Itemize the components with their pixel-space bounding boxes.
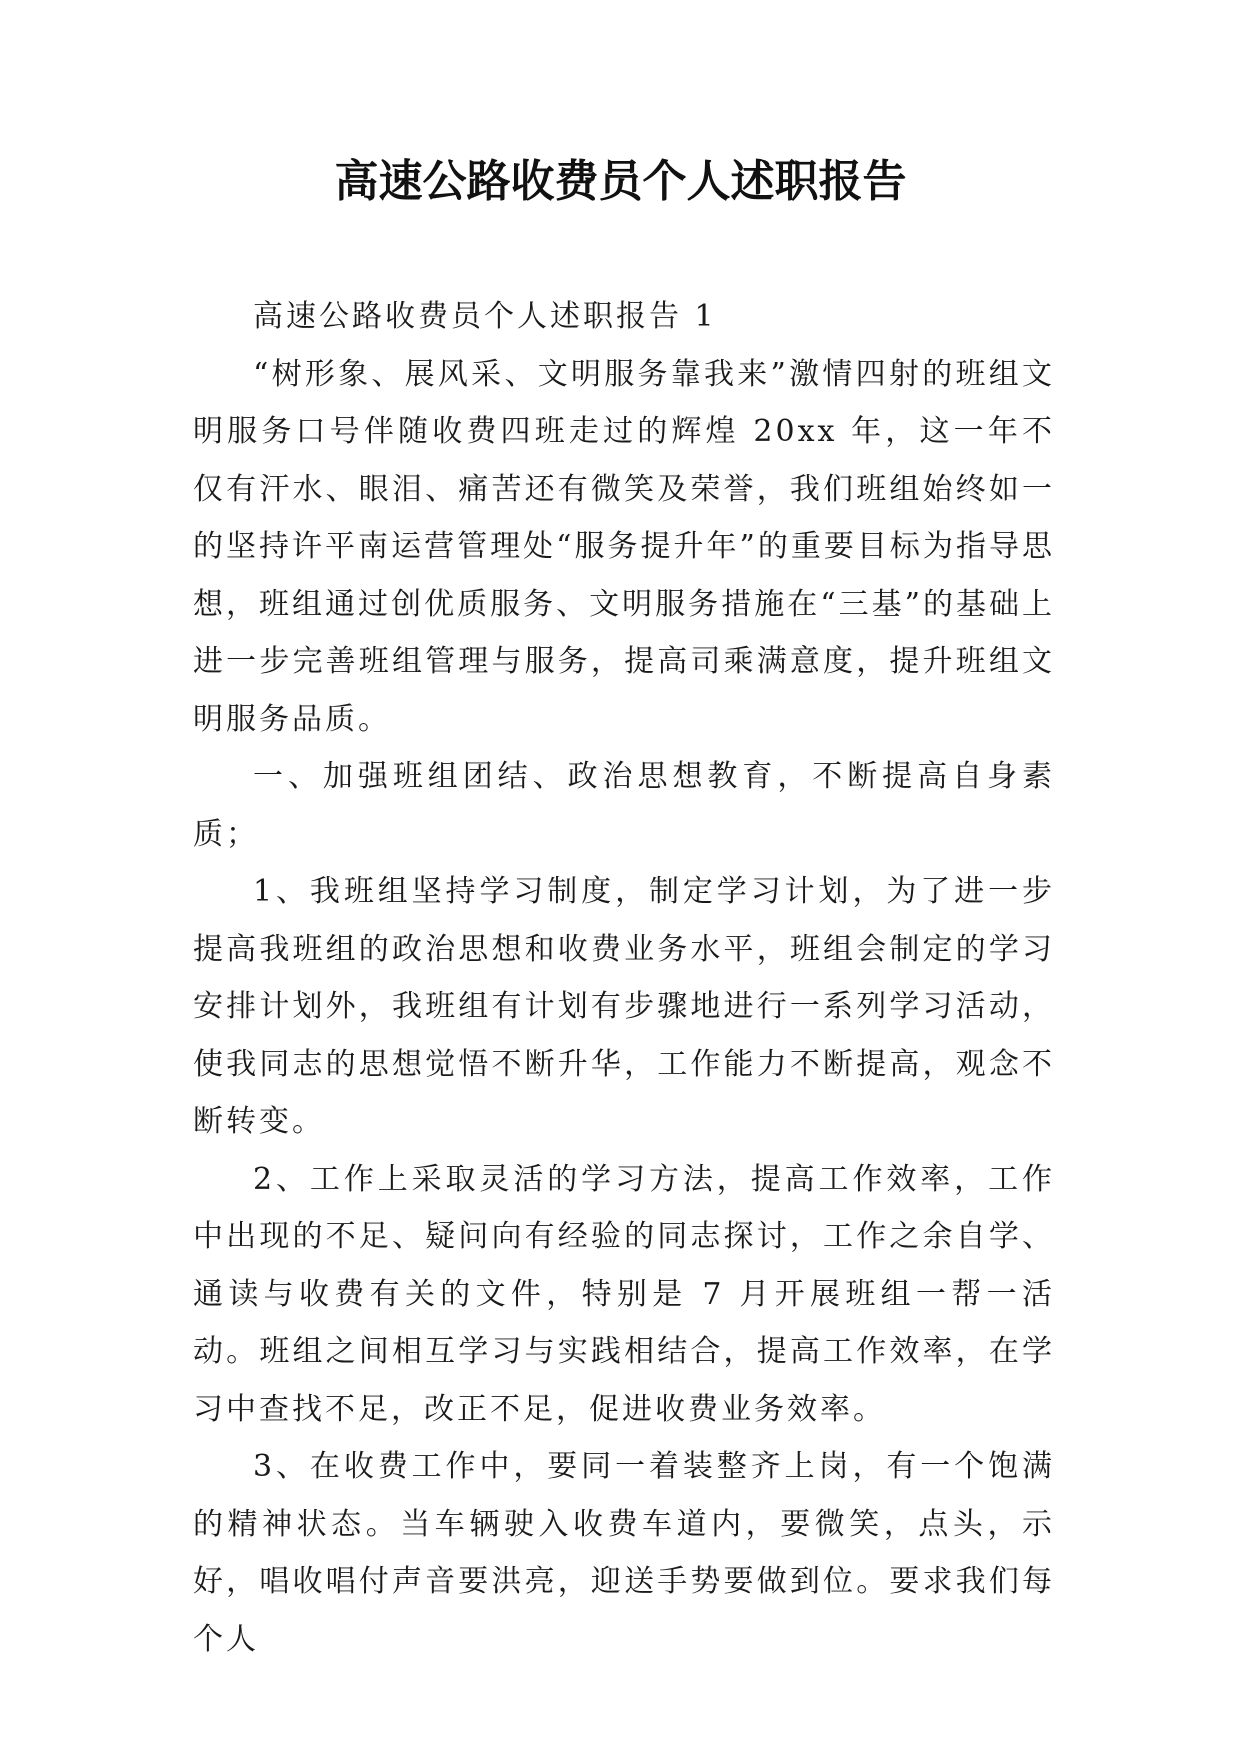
document-body [193, 288, 1055, 1668]
section-heading: 一、加强班组团结、政治思想教育，不断提高自身素质； [193, 759, 1055, 852]
paragraph-heading: 高速公路收费员个人述职报告 1 [253, 299, 717, 334]
paragraph-item-3: 3、在收费工作中，要同一着装整齐上岗，有一个饱满的精神状态。当车辆驶入收费车道内，要微笑，点头，示好，唱收唱付声音要洪亮，迎送手势要做到位。要求我们每个人 [193, 1449, 1055, 1657]
document-title: 高速公路收费员个人述职报告 [334, 156, 907, 207]
paragraph-item-2: 2、工作上采取灵活的学习方法，提高工作效率，工作中出现的不足、疑问向有经验的同志探讨，工作之余自学、通读与收费有关的文件，特别是 7 月开展班组一帮一活动。班组之间相互学习与实践相结合，提高工作效率，在学习中查找不足，改正不足，促进收费业务效率。 [193, 1161, 1055, 1427]
paragraph-item-1: 1、我班组坚持学习制度，制定学习计划，为了进一步提高我班组的政治思想和收费业务水平，班组会制定的学习安排计划外，我班组有计划有步骤地进行一系列学习活动，使我同志的思想觉悟不断升华，工作能力不断提高，观念不断转变。 [193, 874, 1055, 1139]
paragraph-intro: “树形象、展风采、文明服务靠我来”激情四射的班组文明服务口号伴随收费四班走过的辉煌 20xx 年，这一年不仅有汗水、眼泪、痛苦还有微笑及荣誉，我们班组始终如一的坚持许平南运营管理处“服务提升年”的重要目标为指导思想，班组通过创优质服务、文明服务措施在“三基”的基础上进一步完善班组管理与服务，提高司乘满意度，提升班组文明服务品质。 [193, 356, 1055, 737]
